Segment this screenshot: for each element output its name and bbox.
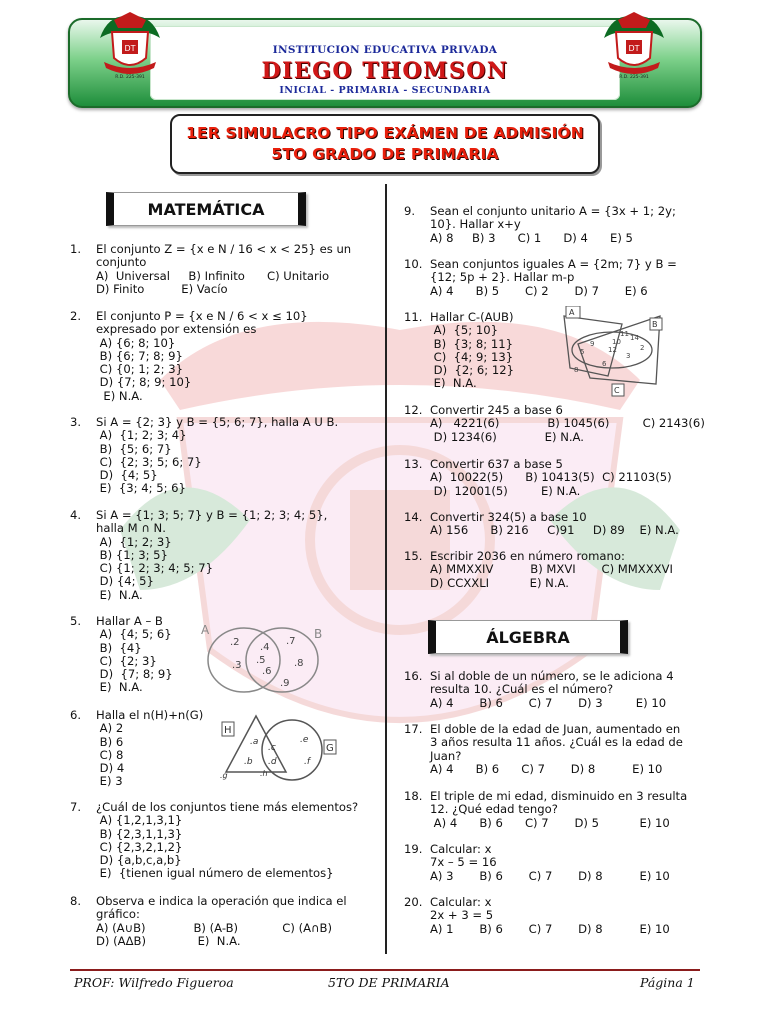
answer-options-line: D) CCXXLI E) N.A.: [430, 575, 569, 590]
question-body: [96, 895, 347, 948]
svg-text:3: 3: [626, 352, 631, 360]
answer-options-line: A) 4 B) 6 C) 7 D) 5 E) 10: [430, 815, 670, 830]
question-statement-line: 12. ¿Qué edad tengo?: [430, 802, 558, 817]
svg-text:DT: DT: [628, 44, 640, 53]
question-statement-line: resulta 10. ¿Cuál es el número?: [430, 682, 614, 697]
answer-options-line: C) {2,3,2,1,2}: [96, 839, 183, 854]
svg-text:G: G: [326, 743, 334, 754]
question-body: [430, 723, 683, 776]
exam-title: 1ER SIMULACRO TIPO EXÁMEN DE ADMISIÓN: [186, 124, 584, 142]
answer-options-line: C) {0; 1; 2; 3}: [96, 362, 184, 377]
question-statement-line: 2x + 3 = 5: [430, 908, 494, 923]
svg-text:12: 12: [608, 346, 617, 354]
answer-options-line: E) N.A.: [96, 587, 143, 602]
question-body: [430, 511, 679, 538]
answer-options-line: A) {1; 2; 3}: [96, 534, 172, 549]
question-number: 20.: [404, 895, 423, 909]
question-statement-line: El conjunto P = {x e N / 6 < x ≤ 10}: [96, 309, 308, 323]
answer-options-line: A) 4 B) 6 C) 7 D) 8 E) 10: [430, 761, 663, 776]
footer-teacher: PROF: Wilfredo Figueroa: [74, 975, 234, 990]
svg-text:2: 2: [640, 344, 645, 352]
svg-text:C: C: [614, 386, 620, 395]
svg-text:.d: .d: [268, 757, 277, 767]
question-statement-line: Escribir 2036 en número romano:: [430, 549, 625, 563]
svg-text:.9: .9: [280, 678, 290, 689]
svg-text:A: A: [201, 623, 210, 637]
question-statement-line: Convertir 324(5) a base 10: [430, 510, 587, 524]
svg-text:.3: .3: [232, 660, 242, 671]
question-statement-line: gráfico:: [96, 907, 140, 922]
question-body: [96, 416, 338, 496]
question-statement-line: Si A = {2; 3} y B = {5; 6; 7}, halla A U B.: [96, 415, 339, 429]
answer-options-line: D) 4: [96, 761, 125, 776]
answer-options-line: E) 3: [96, 774, 123, 789]
question-body: [430, 670, 674, 710]
answer-options-line: B) {4}: [96, 640, 142, 655]
question-statement-line: Juan?: [430, 748, 462, 763]
answer-options-line: A) Universal B) Infinito C) Unitario: [96, 268, 330, 283]
question-statement-line: 10}. Hallar x+y: [430, 217, 521, 232]
question-body: [430, 205, 676, 245]
svg-text:B: B: [652, 320, 658, 329]
question-statement-line: El doble de la edad de Juan, aumentado en: [430, 722, 681, 736]
answer-options-line: D) Finito E) Vacío: [96, 281, 228, 296]
venn-diagram-q6: [216, 712, 342, 784]
question-number: 2.: [70, 309, 82, 323]
answer-options-line: E) N.A.: [430, 376, 477, 391]
question-statement-line: 7x – 5 = 16: [430, 855, 497, 870]
svg-text:.h: .h: [260, 769, 268, 778]
answer-options-line: C) {1; 2; 3; 4; 5; 7}: [96, 561, 213, 576]
question-body: [430, 843, 670, 883]
svg-text:.2: .2: [230, 637, 240, 648]
exam-grade: 5TO GRADO DE PRIMARIA: [271, 145, 499, 163]
svg-text:.b: .b: [244, 757, 253, 767]
svg-text:9: 9: [590, 340, 595, 348]
question-statement-line: Halla el n(H)+n(G): [96, 708, 204, 722]
question-number: 16.: [404, 669, 423, 683]
answer-options-line: B) {1; 3; 5}: [96, 547, 168, 562]
answer-options-line: A) MMXXIV B) MXVI C) MMXXXVI: [430, 562, 673, 577]
answer-options-line: A) {1,2,1,3,1}: [96, 813, 183, 828]
question-body: [430, 896, 670, 936]
question-number: 10.: [404, 257, 423, 271]
question-number: 11.: [404, 310, 423, 324]
answer-options-line: B) {6; 7; 8; 9}: [96, 348, 183, 363]
question-statement-line: Convertir 245 a base 6: [430, 403, 563, 417]
exam-title-box: [170, 114, 600, 174]
question-statement-line: Sean conjuntos iguales A = {2m; 7} y B =: [430, 257, 677, 271]
question-statement-line: Hallar A – B: [96, 614, 163, 628]
answer-options-line: C) {2; 3}: [96, 653, 157, 668]
answer-options-line: D) {4; 5}: [96, 468, 158, 483]
answer-options-line: A) 4221(6) B) 1045(6) C) 2143(6): [430, 416, 705, 431]
question-body: [96, 615, 173, 695]
question-body: [430, 550, 673, 590]
venn-diagram-q11: [560, 306, 666, 398]
answer-options-line: C) {4; 9; 13}: [430, 349, 514, 364]
question-number: 14.: [404, 510, 423, 524]
svg-text:DT: DT: [124, 44, 136, 53]
svg-text:14: 14: [630, 334, 639, 342]
question-body: [430, 404, 705, 444]
question-statement-line: El triple de mi edad, disminuido en 3 resulta: [430, 789, 688, 803]
svg-text:R.D. 225-391: R.D. 225-391: [115, 75, 145, 80]
answer-options-line: D) {7; 8; 9}: [96, 667, 173, 682]
svg-text:.c: .c: [268, 743, 276, 753]
svg-text:6: 6: [602, 360, 607, 368]
svg-text:H: H: [224, 725, 232, 736]
svg-text:.5: .5: [256, 655, 266, 666]
question-number: 3.: [70, 415, 82, 429]
answer-options-line: A) 156 B) 216 C)91 D) 89 E) N.A.: [430, 523, 679, 538]
svg-text:A: A: [569, 308, 575, 317]
answer-options-line: A) 8 B) 3 C) 1 D) 4 E) 5: [430, 230, 633, 245]
answer-options-line: C) 8: [96, 747, 124, 762]
answer-options-line: A) 4 B) 6 C) 7 D) 3 E) 10: [430, 695, 667, 710]
answer-options-line: A) 1 B) 6 C) 7 D) 8 E) 10: [430, 921, 670, 936]
question-number: 18.: [404, 789, 423, 803]
answer-options-line: A) 4 B) 5 C) 2 D) 7 E) 6: [430, 283, 648, 298]
question-statement-line: Sean el conjunto unitario A = {3x + 1; 2y;: [430, 204, 676, 218]
answer-options-line: A) {4; 5; 6}: [96, 627, 172, 642]
question-statement-line: Hallar C-(AUB): [430, 310, 514, 324]
question-body: [96, 310, 308, 403]
question-number: 1.: [70, 242, 82, 256]
question-number: 13.: [404, 457, 423, 471]
venn-diagram-q5: [198, 618, 332, 696]
question-statement-line: Observa e indica la operación que indica el: [96, 894, 347, 908]
question-statement-line: El conjunto Z = {x e N / 16 < x < 25} es un: [96, 242, 352, 256]
svg-text:.g: .g: [220, 771, 228, 780]
header-panel: [150, 26, 620, 100]
question-number: 5.: [70, 614, 82, 628]
svg-text:.7: .7: [286, 636, 296, 647]
answer-options-line: C) {2; 3; 5; 6; 7}: [96, 454, 202, 469]
svg-text:.8: .8: [294, 658, 304, 669]
svg-text:.6: .6: [262, 666, 272, 677]
answer-options-line: E) N.A.: [96, 388, 143, 403]
question-statement-line: Convertir 637 a base 5: [430, 457, 563, 471]
answer-options-line: A) 2: [96, 721, 124, 736]
svg-text:8: 8: [574, 366, 579, 374]
question-number: 15.: [404, 549, 423, 563]
question-number: 4.: [70, 508, 82, 522]
question-statement-line: {12; 5p + 2}. Hallar m-p: [430, 270, 575, 285]
answer-options-line: D) 1234(6) E) N.A.: [430, 429, 584, 444]
school-name: DIEGO THOMSON: [261, 58, 509, 84]
question-body: [430, 311, 514, 391]
answer-options-line: E) {tienen igual número de elementos}: [96, 866, 334, 881]
answer-options-line: A) (A∪B) B) (A-B) C) (A∩B): [96, 920, 333, 935]
answer-options-line: A) {5; 10}: [430, 323, 498, 338]
question-body: [96, 709, 203, 789]
svg-text:11: 11: [620, 330, 629, 338]
question-number: 12.: [404, 403, 423, 417]
question-statement-line: Si A = {1; 3; 5; 7} y B = {1; 2; 3; 4; 5},: [96, 508, 328, 522]
answer-options-line: A) 3 B) 6 C) 7 D) 8 E) 10: [430, 868, 670, 883]
answer-options-line: B) {2,3,1,1,3}: [96, 826, 183, 841]
question-body: [96, 243, 351, 296]
column-divider: [385, 184, 387, 954]
question-statement-line: Calcular: x: [430, 895, 492, 909]
svg-text:.4: .4: [260, 642, 270, 653]
question-body: [96, 801, 358, 881]
question-statement-line: expresado por extensión es: [96, 322, 257, 337]
section-label-matematica: MATEMÁTICA: [106, 192, 306, 226]
question-number: 17.: [404, 722, 423, 736]
footer-page-number: Página 1: [640, 975, 695, 990]
answer-options-line: A) {6; 8; 10}: [96, 335, 176, 350]
question-statement-line: 3 años resulta 11 años. ¿Cuál es la edad de: [430, 735, 683, 750]
question-body: [96, 509, 327, 602]
answer-options-line: D) {4; 5}: [96, 574, 154, 589]
answer-options-line: E) N.A.: [96, 680, 143, 695]
svg-text:10: 10: [612, 338, 621, 346]
answer-options-line: D) {a,b,c,a,b}: [96, 853, 182, 868]
question-body: [430, 258, 677, 298]
question-statement-line: Calcular: x: [430, 842, 492, 856]
answer-options-line: E) {3; 4; 5; 6}: [96, 481, 186, 496]
question-number: 7.: [70, 800, 82, 814]
answer-options-line: D) (AΔB) E) N.A.: [96, 933, 241, 948]
answer-options-line: D) {7; 8; 9; 10}: [96, 375, 192, 390]
school-crest-left-logo: [98, 10, 162, 80]
answer-options-line: B) 6: [96, 734, 124, 749]
answer-options-line: B) {5; 6; 7}: [96, 441, 172, 456]
section-label-algebra: ÁLGEBRA: [428, 620, 628, 654]
question-body: [430, 458, 672, 498]
question-number: 9.: [404, 204, 416, 218]
school-levels: INICIAL - PRIMARIA - SECUNDARIA: [279, 85, 491, 96]
school-crest-right-logo: [602, 10, 666, 80]
answer-options-line: D) {2; 6; 12}: [430, 363, 514, 378]
question-statement-line: halla M ∩ N.: [96, 521, 166, 536]
answer-options-line: A) {1; 2; 3; 4}: [96, 428, 187, 443]
institution-type: INSTITUCION EDUCATIVA PRIVADA: [272, 44, 498, 56]
svg-text:B: B: [314, 627, 323, 641]
svg-text:R.D. 225-391: R.D. 225-391: [619, 75, 649, 80]
question-number: 19.: [404, 842, 423, 856]
answer-options-line: B) {3; 8; 11}: [430, 336, 513, 351]
svg-text:5: 5: [580, 348, 585, 356]
question-statement-line: ¿Cuál de los conjuntos tiene más elementos?: [96, 800, 359, 814]
svg-text:.a: .a: [250, 737, 259, 747]
question-statement-line: conjunto: [96, 255, 147, 270]
question-number: 8.: [70, 894, 82, 908]
svg-text:.f: .f: [304, 757, 311, 767]
svg-text:.e: .e: [300, 735, 309, 745]
footer-grade: 5TO DE PRIMARIA: [328, 975, 450, 990]
answer-options-line: A) 10022(5) B) 10413(5) C) 21103(5): [430, 470, 672, 485]
footer-rule: [70, 969, 700, 971]
question-statement-line: Si al doble de un número, se le adiciona 4: [430, 669, 674, 683]
answer-options-line: D) 12001(5) E) N.A.: [430, 483, 581, 498]
question-number: 6.: [70, 708, 82, 722]
question-body: [430, 790, 687, 830]
